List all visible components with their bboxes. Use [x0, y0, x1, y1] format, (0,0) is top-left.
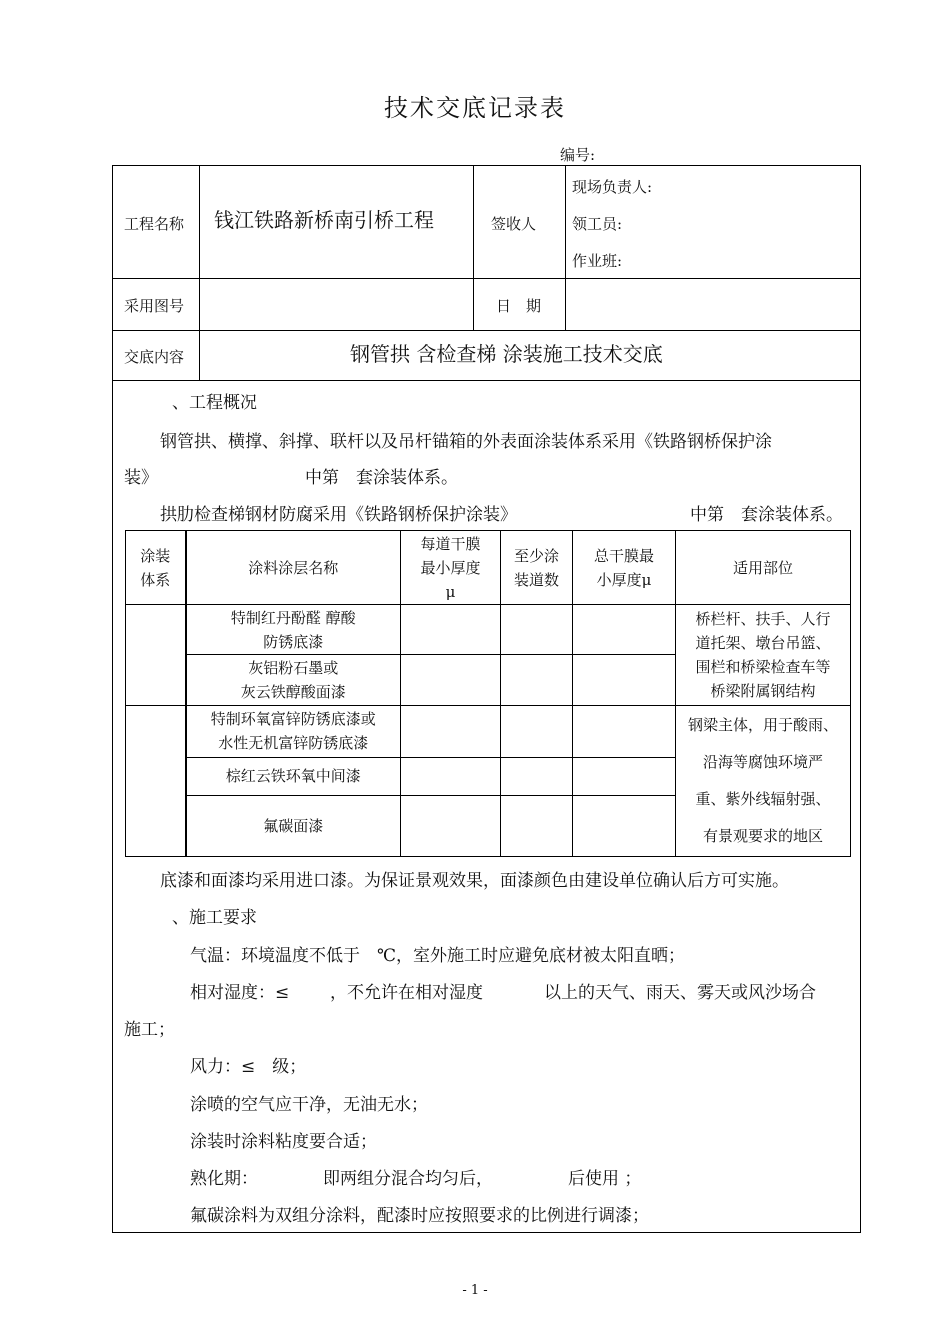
cell-text: 钢梁主体，用于酸雨、 [687, 715, 838, 734]
coating-name-cell: 氟碳面漆 [186, 795, 401, 856]
foreman-label: 领工员: [572, 215, 623, 233]
coating-system-table [125, 530, 851, 857]
empty-cell [501, 757, 573, 795]
page-title: 技术交底记录表 [384, 94, 566, 122]
cure-req-c: 后使用 ； [568, 1169, 642, 1189]
empty-cell [501, 605, 573, 655]
section1-heading: 、工程概况 [172, 393, 257, 413]
date-label: 日 期 [496, 297, 542, 315]
empty-cell [401, 655, 501, 705]
empty-cell [573, 605, 676, 655]
cell-text: 有景观要求的地区 [702, 826, 823, 845]
row-divider [113, 278, 860, 279]
empty-cell [501, 795, 573, 856]
header-text: 总干膜最 [593, 546, 654, 565]
header-text: 小厚度μ [596, 570, 652, 589]
cure-req-b: 即两组分混合均匀后， [323, 1169, 493, 1189]
header-text: 最小厚度 [420, 558, 481, 577]
viscosity-req: 涂装时涂料粘度要合适； [190, 1132, 377, 1152]
signer-label: 签收人 [491, 215, 537, 233]
cure-req-a: 熟化期： [190, 1169, 258, 1189]
header-text: 体系 [140, 570, 171, 589]
table-row [126, 605, 851, 655]
table-header-row [126, 531, 851, 605]
cell-text: 桥栏杆、扶手、人行 [695, 609, 831, 628]
humidity-req-d: 施工； [124, 1020, 175, 1040]
wind-req: 风力：≤ 级； [190, 1057, 307, 1077]
empty-cell [573, 795, 676, 856]
drawing-no-label: 采用图号 [124, 297, 185, 315]
cell-text: 水性无机富锌防锈底漆 [218, 734, 369, 753]
section1-para2b: 中第 套涂装体系。 [690, 505, 843, 525]
cell-text: 特制红丹酚醛 醇酸 [230, 608, 356, 627]
air-req: 涂喷的空气应干净，无油无水； [190, 1095, 428, 1115]
cell-text: 沿海等腐蚀环境严 [702, 752, 823, 771]
empty-cell [401, 757, 501, 795]
humidity-req-a: 相对湿度：≤ [190, 983, 290, 1003]
coating-name-cell [186, 655, 401, 705]
col-divider [199, 166, 200, 380]
empty-cell [401, 605, 501, 655]
empty-cell [501, 655, 573, 705]
section1-para2a: 拱肋检查梯钢材防腐采用《铁路钢桥保护涂装》 [160, 505, 517, 525]
row-divider [113, 330, 860, 331]
header-text: 至少涂 [513, 546, 559, 565]
site-leader-label: 现场负责人: [572, 178, 653, 196]
cell-text: 围栏和桥梁检查车等 [695, 657, 831, 676]
cell-text: 防锈底漆 [263, 632, 324, 651]
header-text: μ [445, 582, 456, 601]
header-text: 每道干膜 [420, 534, 481, 553]
row-divider [113, 380, 860, 381]
scope-cell [676, 605, 851, 705]
after-table-note: 底漆和面漆均采用进口漆。为保证景观效果，面漆颜色由建设单位确认后方可实施。 [160, 871, 789, 891]
temperature-req: 气温：环境温度不低于 ℃，室外施工时应避免底材被太阳直晒； [190, 946, 686, 966]
humidity-req-b: ，不允许在相对湿度 [330, 983, 483, 1003]
table-row [126, 705, 851, 757]
crew-label: 作业班: [572, 252, 623, 270]
project-name-label: 工程名称 [124, 215, 185, 233]
cell-text: 灰云铁醇酸面漆 [240, 682, 346, 701]
coating-name-cell: 棕红云铁环氧中间漆 [186, 757, 401, 795]
section2-heading: 、施工要求 [172, 908, 257, 928]
empty-cell [401, 705, 501, 757]
empty-cell [573, 705, 676, 757]
doc-number-label: 编号: [560, 146, 596, 164]
coating-name-cell [186, 605, 401, 655]
header-coating-system [126, 531, 186, 605]
humidity-req-c: 以上的天气、雨天、雾天或风沙场合 [544, 983, 816, 1003]
section1-para1-line2b: 中第 套涂装体系。 [305, 468, 458, 488]
empty-cell [401, 795, 501, 856]
coating-system-cell [126, 605, 186, 705]
header-text: 装道数 [513, 570, 559, 589]
section1-para1-line2a: 装》 [124, 468, 158, 488]
cell-text: 重、紫外线辐射强、 [695, 789, 831, 808]
scope-cell [676, 705, 851, 857]
header-applicable-parts: 适用部位 [676, 531, 851, 605]
cell-text: 灰铝粉石墨或 [248, 658, 339, 677]
cell-text: 特制环氧富锌防锈底漆或 [210, 710, 376, 729]
fluorocarbon-req: 氟碳涂料为双组分涂料，配漆时应按照要求的比例进行调漆； [190, 1206, 649, 1226]
header-text: 涂装 [140, 546, 171, 565]
cell-text: 道托架、墩台吊篮、 [695, 633, 831, 652]
page-number: - 1 - [462, 1283, 488, 1298]
empty-cell [501, 705, 573, 757]
empty-cell [573, 757, 676, 795]
col-divider [473, 166, 474, 330]
project-name-value: 钱江铁路新桥南引桥工程 [214, 208, 434, 232]
header-min-dft-per-coat [401, 531, 501, 605]
cell-text: 桥梁附属钢结构 [710, 681, 816, 700]
col-divider [565, 166, 566, 330]
section1-para1-line1: 钢管拱、横撑、斜撑、联杆以及吊杆锚箱的外表面涂装体系采用《铁路钢桥保护涂 [160, 432, 772, 452]
header-min-coats [501, 531, 573, 605]
content-value: 钢管拱 含检查梯 涂装施工技术交底 [350, 342, 663, 366]
empty-cell [573, 655, 676, 705]
content-label: 交底内容 [124, 348, 185, 366]
coating-name-cell [186, 705, 401, 757]
header-coating-name: 涂料涂层名称 [186, 531, 401, 605]
coating-system-cell [126, 705, 186, 857]
header-total-min-dft [573, 531, 676, 605]
